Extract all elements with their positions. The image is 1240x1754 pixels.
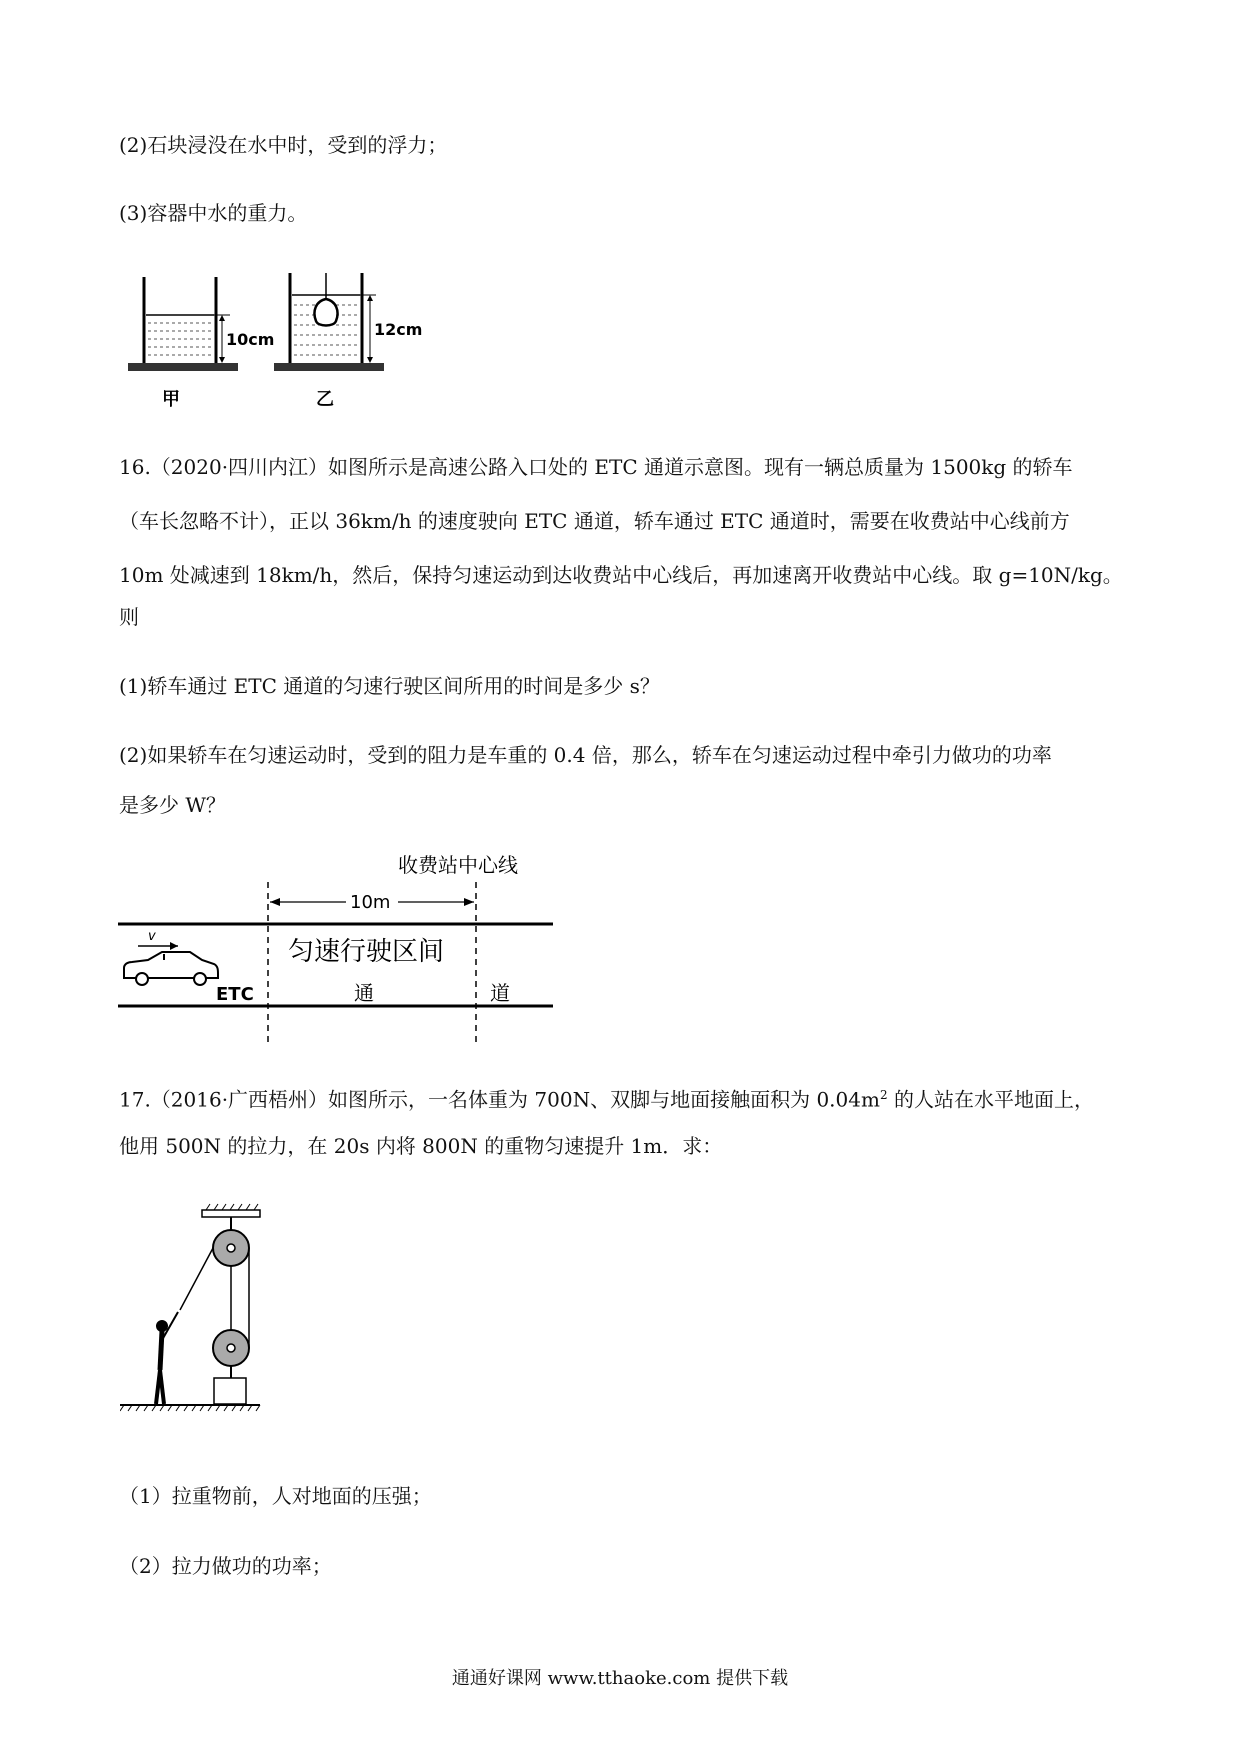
etc-label: ETC xyxy=(216,984,254,1005)
q17-part1: （1）拉重物前，人对地面的压强； xyxy=(119,1484,432,1508)
q17-line1-a: 17.（2016·广西梧州）如图所示，一名体重为 700N、双脚与地面接触面积为 0.04m xyxy=(119,1087,880,1112)
q16-line4: 则 xyxy=(119,605,139,629)
stone-shape xyxy=(314,299,337,326)
etc-figure xyxy=(118,848,558,1044)
q16-part2-line2: 是多少 W？ xyxy=(119,793,226,817)
car-icon xyxy=(124,952,218,985)
q15-part3: (3)容器中水的重力。 xyxy=(119,201,308,225)
q17-line1-b: 的人站在水平地面上， xyxy=(887,1087,1094,1112)
q17-line1 xyxy=(119,1082,1094,1113)
q16-line1: 16.（2020·四川内江）如图所示是高速公路入口处的 ETC 通道示意图。现有一辆总质量为 1500kg 的轿车 xyxy=(119,455,1073,479)
center-line-label: 收费站中心线 xyxy=(398,853,518,877)
page-footer: 通通好课网 www.tthaoke.com 提供下载 xyxy=(451,1668,789,1689)
left-caption: 甲 xyxy=(162,389,180,410)
left-height-label: 10cm xyxy=(226,330,275,349)
q17-line1-sup: 2 xyxy=(879,1088,888,1102)
q16-line2: （车长忽略不计），正以 36km/h 的速度驶向 ETC 通道，轿车通过 ETC 通道时，需要在收费站中心线前方 xyxy=(119,509,1070,533)
tong-label: 通 xyxy=(354,981,374,1005)
distance-label: 10m xyxy=(350,892,391,913)
q16-line3: 10m 处减速到 18km/h，然后，保持匀速运动到达收费站中心线后，再加速离开收费站中心线。取 g=10N/kg。 xyxy=(119,563,1123,587)
right-height-label: 12cm xyxy=(374,320,423,339)
load-block xyxy=(214,1378,246,1404)
zone-label: 匀速行驶区间 xyxy=(288,937,445,967)
right-caption: 乙 xyxy=(316,389,334,410)
etc-diagram xyxy=(118,848,558,1044)
dao-label: 道 xyxy=(490,981,510,1005)
q16-part2-line1: (2)如果轿车在匀速运动时，受到的阻力是车重的 0.4 倍，那么，轿车在匀速运动过程中牵引力做功的功率 xyxy=(119,743,1052,767)
pulley-figure xyxy=(120,1200,280,1430)
velocity-label: v xyxy=(148,929,156,944)
q16-part1: (1)轿车通过 ETC 通道的匀速行驶区间所用的时间是多少 s？ xyxy=(119,674,660,698)
container-figure xyxy=(120,265,440,415)
q17-line2: 他用 500N 的拉力，在 20s 内将 800N 的重物匀速提升 1m．求： xyxy=(119,1134,723,1158)
q15-part2: (2)石块浸没在水中时，受到的浮力； xyxy=(119,133,448,157)
pulley-diagram xyxy=(120,1200,280,1430)
container-diagram xyxy=(120,265,440,415)
person-icon xyxy=(156,1312,178,1404)
q17-part2: （2）拉力做功的功率； xyxy=(119,1554,332,1578)
